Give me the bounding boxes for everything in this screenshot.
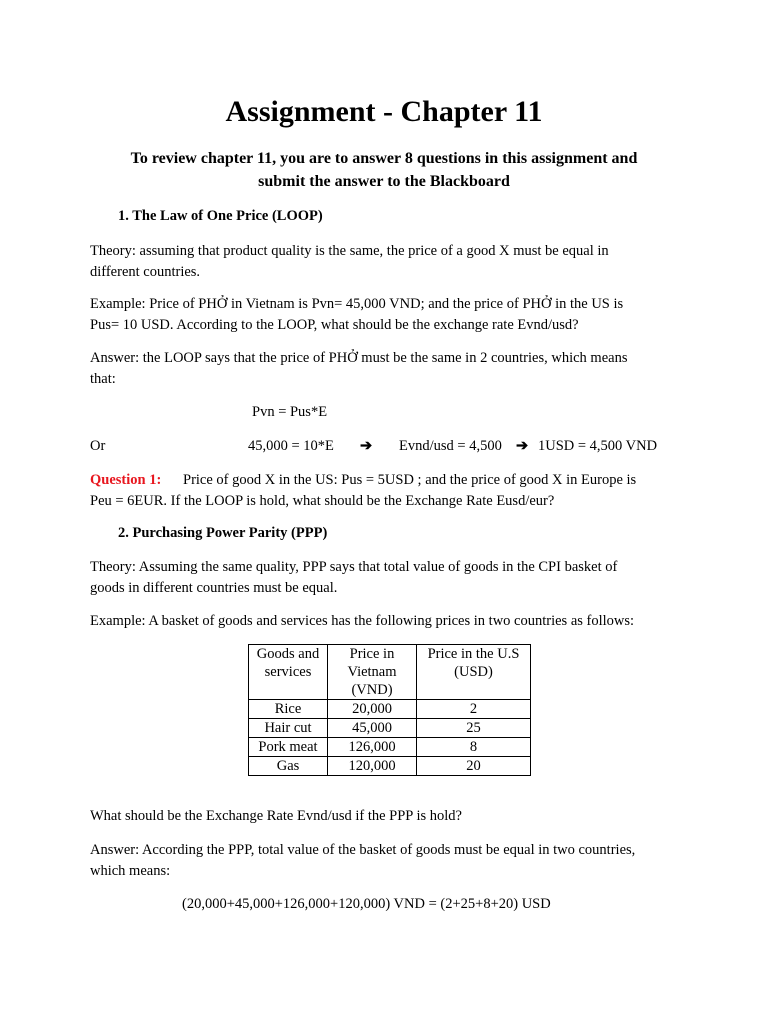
subtitle-line-2: submit the answer to the Blackboard (258, 173, 510, 190)
ppp-theory-line-1: Theory: Assuming the same quality, PPP says that total value of goods in the CPI basket of (90, 559, 618, 575)
ppp-answer-line-2: which means: (90, 863, 171, 879)
loop-example-line-2: Pus= 10 USD. According to the LOOP, what should be the exchange rate Evnd/usd? (90, 317, 579, 333)
table-cell: 126,000 (328, 738, 417, 757)
ppp-theory-line-2: goods in different countries must be equal. (90, 580, 338, 596)
question-1-label: Question 1: (90, 472, 162, 488)
question-1-line-1: Price of good X in the US: Pus = 5USD ; and the price of good X in Europe is (183, 472, 637, 488)
subtitle-line-1: To review chapter 11, you are to answer 8 questions in this assignment and (130, 150, 638, 167)
table-cell: Gas (249, 757, 328, 776)
question-1-line-2: Peu = 6EUR. If the LOOP is hold, what should be the Exchange Rate Eusd/eur? (90, 493, 555, 509)
table-cell: 8 (417, 738, 531, 757)
table-cell: Hair cut (249, 719, 328, 738)
loop-answer-line-1: Answer: the LOOP says that the price of PHỞ must be the same in 2 countries, which means (90, 350, 628, 366)
table-header-vietnam: Price in Vietnam (VND) (328, 645, 417, 700)
loop-example-line-1: Example: Price of PHỞ in Vietnam is Pvn= 45,000 VND; and the price of PHỞ in the US is (90, 296, 624, 312)
arrow-right-icon: ➔ (516, 438, 529, 454)
table-cell: 45,000 (328, 719, 417, 738)
price-table (248, 644, 531, 776)
table-row (249, 757, 531, 776)
section-1-heading: 1. The Law of One Price (LOOP) (118, 208, 323, 224)
loop-result-rate: Evnd/usd = 4,500 (399, 438, 502, 454)
loop-theory-line-1: Theory: assuming that product quality is the same, the price of a good X must be equal in (90, 243, 609, 259)
table-header-goods: Goods and services (249, 645, 328, 700)
loop-calc: 45,000 = 10*E (248, 438, 334, 454)
or-label: Or (90, 438, 106, 454)
table-row (249, 700, 531, 719)
table-cell: 20,000 (328, 700, 417, 719)
section-2-heading: 2. Purchasing Power Parity (PPP) (118, 525, 328, 541)
table-cell: 20 (417, 757, 531, 776)
arrow-right-icon: ➔ (360, 438, 373, 454)
page-title: Assignment - Chapter 11 (225, 95, 543, 128)
table-row (249, 738, 531, 757)
loop-formula: Pvn = Pus*E (252, 404, 328, 420)
table-cell: 25 (417, 719, 531, 738)
loop-theory-line-2: different countries. (90, 264, 201, 280)
table-cell: Pork meat (249, 738, 328, 757)
ppp-equation: (20,000+45,000+126,000+120,000) VND = (2+25+8+20) USD (182, 896, 551, 912)
loop-result-conversion: 1USD = 4,500 VND (538, 438, 658, 454)
ppp-question: What should be the Exchange Rate Evnd/usd if the PPP is hold? (90, 808, 462, 824)
table-header-us: Price in the U.S (USD) (417, 645, 531, 700)
table-cell: 120,000 (328, 757, 417, 776)
ppp-answer-line-1: Answer: According the PPP, total value of the basket of goods must be equal in two countries, (90, 842, 636, 858)
loop-answer-line-2: that: (90, 371, 116, 387)
table-cell: 2 (417, 700, 531, 719)
table-row (249, 719, 531, 738)
table-header-row (249, 645, 531, 700)
table-cell: Rice (249, 700, 328, 719)
ppp-example: Example: A basket of goods and services has the following prices in two countries as follows: (90, 613, 635, 629)
